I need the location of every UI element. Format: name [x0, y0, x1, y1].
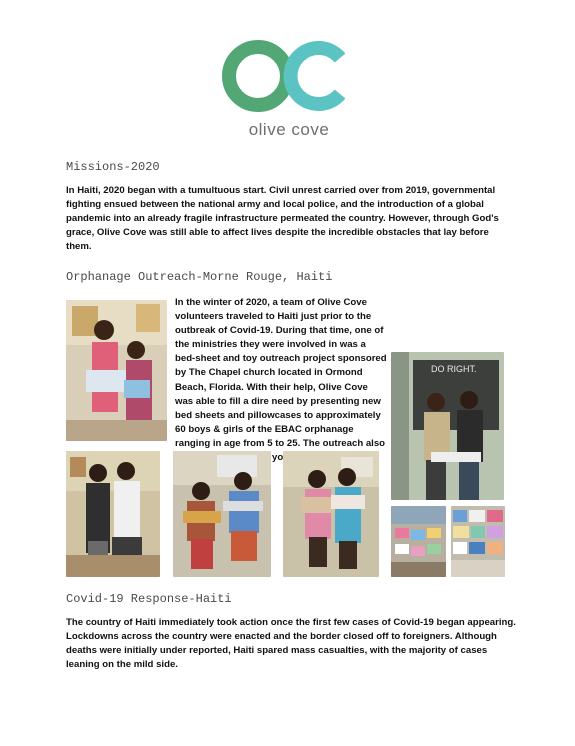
chalkboard-text: DO RIGHT. — [431, 364, 477, 374]
logo-wordmark: olive cove — [248, 120, 330, 139]
missions-heading: Missions-2020 — [66, 160, 160, 174]
olive-cove-logo — [214, 36, 364, 148]
oc-logo-mark — [214, 36, 364, 120]
covid-heading: Covid-19 Response-Haiti — [66, 592, 232, 606]
photo-chalkboard-boys — [391, 352, 504, 500]
missions-paragraph: In Haiti, 2020 began with a tumultuous start. Civil unrest carried over from 2019, governmental fighting ensued between the national army and local police, and the introduction of a global pandemic into an already fragile infrastructure permeated the country. However, through God's grace, Olive Cove was still able to affect lives despite the incredible obstacles that lay before them. — [66, 185, 499, 253]
photo-two-boys — [173, 451, 271, 577]
orphanage-heading: Orphanage Outreach-Morne Rouge, Haiti — [66, 270, 333, 284]
photo-two-girls — [66, 451, 160, 577]
photo-girls-pink-blue — [283, 451, 379, 577]
orphanage-paragraph: In the winter of 2020, a team of Olive Cove volunteers traveled to Haiti just prior to the outbreak of Covid-19. During that time, one of the ministries they were involved in was a bed-sheet and toy outreach project sponsored by The Chapel church located in Ormond Beach, Florida. With their help, Olive Cove was able to fill a dire need by presenting new bed sheets and pillowcases to approximately 60 boys & girls of the EBAC orphanage ranging in age from 5 to 25. The outreach also — [175, 297, 387, 449]
photo-linens-table-2 — [451, 506, 505, 577]
photo-girls-with-sheets — [66, 300, 167, 441]
photo-linens-table-1 — [391, 506, 446, 577]
covid-paragraph: The country of Haiti immediately took action once the first few cases of Covid-19 began appearing. Lockdowns across the country were enacted and the border closed off to foreigners. Although deaths were initially under reported, Haiti spared mass casualties, with the majority of cases leaning on the mild side. — [66, 617, 516, 671]
